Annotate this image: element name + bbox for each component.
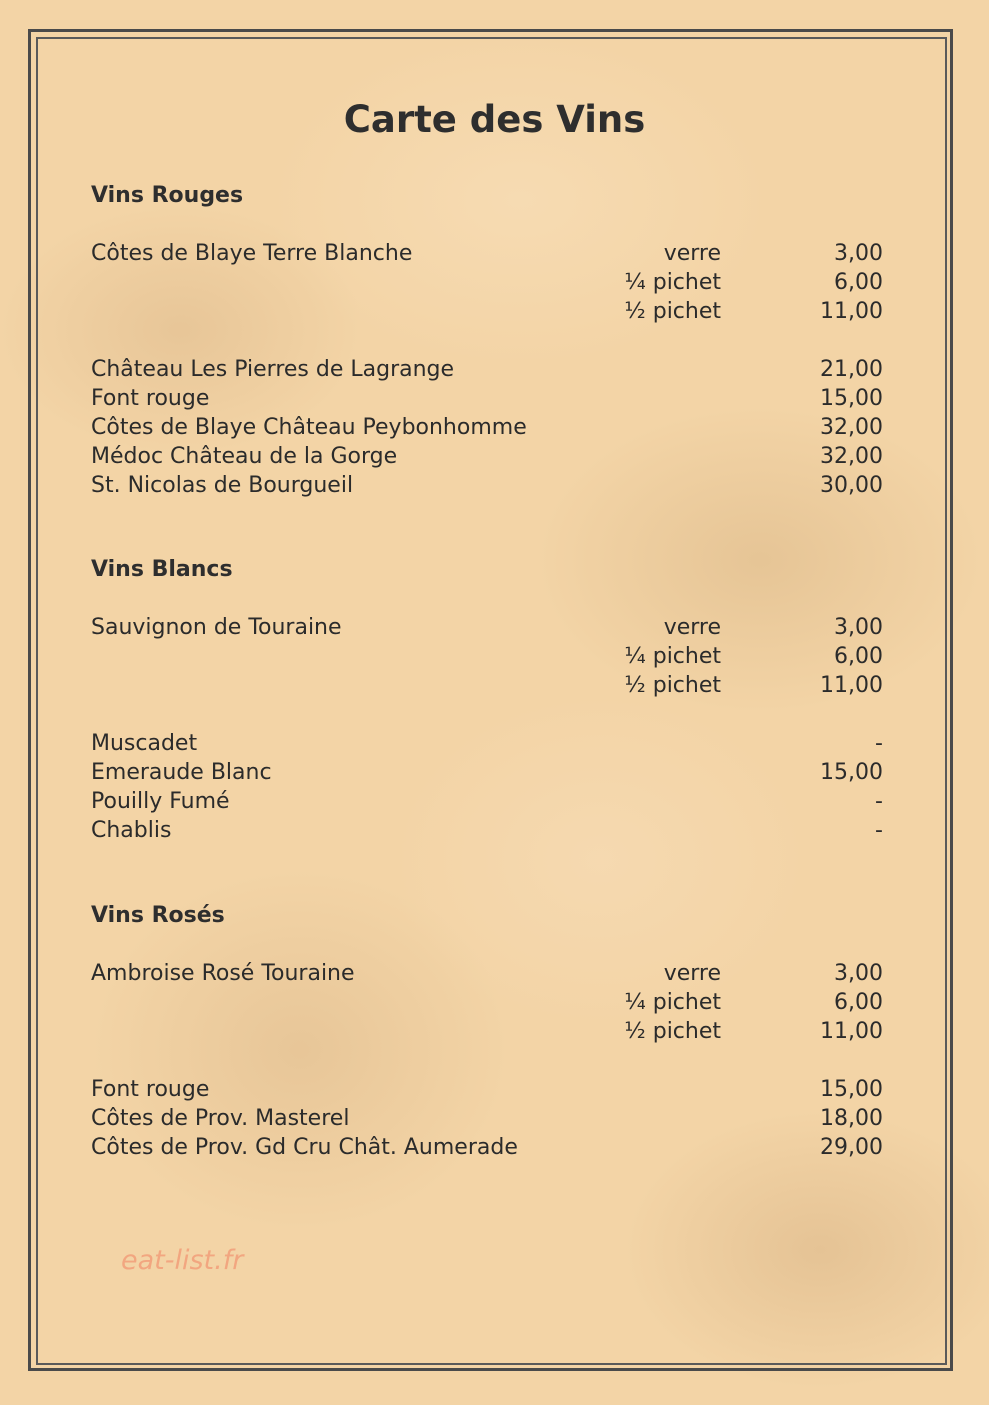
wine-row: [91, 413, 891, 442]
wine-name: Emeraude Blanc: [91, 760, 272, 785]
wine-name: Château Les Pierres de Lagrange: [91, 357, 455, 382]
wine-name: St. Nicolas de Bourgueil: [91, 473, 354, 498]
wine-row: [91, 758, 891, 787]
wine-measure: ¼ pichet: [624, 644, 721, 669]
section-title: Vins Rosés: [91, 903, 225, 928]
wine-row: [91, 1133, 891, 1162]
wine-row: [91, 355, 891, 384]
wine-price: 11,00: [820, 299, 883, 324]
wine-row: [91, 816, 891, 845]
wine-price: -: [875, 731, 883, 756]
wine-price: 15,00: [820, 386, 883, 411]
wine-price: 6,00: [834, 644, 883, 669]
wine-name: Sauvignon de Touraine: [91, 615, 342, 640]
wine-price: 30,00: [820, 473, 883, 498]
wine-row: [91, 442, 891, 471]
wine-price: 6,00: [834, 990, 883, 1015]
wine-row: [91, 239, 891, 268]
wine-name: Médoc Château de la Gorge: [91, 444, 398, 469]
wine-price: 32,00: [820, 415, 883, 440]
wine-price: 6,00: [834, 270, 883, 295]
wine-row: [91, 988, 891, 1017]
wine-price: 11,00: [820, 673, 883, 698]
wine-row: [91, 642, 891, 671]
wine-price: -: [875, 789, 883, 814]
section-title: Vins Blancs: [91, 557, 233, 582]
wine-measure: ¼ pichet: [624, 270, 721, 295]
page-title: Carte des Vins: [343, 98, 646, 141]
wine-price: 15,00: [820, 760, 883, 785]
wine-name: Côtes de Blaye Château Peybonhomme: [91, 415, 527, 440]
wine-price: 3,00: [834, 615, 883, 640]
wine-price: 11,00: [820, 1019, 883, 1044]
wine-row: [91, 613, 891, 642]
wine-row: [91, 671, 891, 700]
wine-price: 32,00: [820, 444, 883, 469]
wine-price: 18,00: [820, 1106, 883, 1131]
section-vins-blancs: [91, 555, 891, 845]
wine-name: Côtes de Blaye Terre Blanche: [91, 241, 413, 266]
wine-name: Font rouge: [91, 1077, 210, 1102]
wine-measure: ½ pichet: [624, 299, 721, 324]
wine-measure: ½ pichet: [624, 673, 721, 698]
wine-price: 3,00: [834, 961, 883, 986]
wine-row: [91, 959, 891, 988]
wine-price: 29,00: [820, 1135, 883, 1160]
wine-row: [91, 471, 891, 500]
wine-measure: verre: [663, 241, 721, 266]
watermark-text: eat-list.fr: [121, 1245, 244, 1276]
wine-name: Font rouge: [91, 386, 210, 411]
wine-name: Chablis: [91, 818, 172, 843]
wine-price: 3,00: [834, 241, 883, 266]
wine-row: [91, 729, 891, 758]
wine-row: [91, 1075, 891, 1104]
wine-measure: ½ pichet: [624, 1019, 721, 1044]
wine-price: -: [875, 818, 883, 843]
wine-name: Muscadet: [91, 731, 198, 756]
wine-row: [91, 1017, 891, 1046]
section-vins-roses: [91, 901, 891, 1162]
wine-name: Côtes de Prov. Gd Cru Chât. Aumerade: [91, 1135, 518, 1160]
wine-measure: verre: [663, 615, 721, 640]
wine-price: 15,00: [820, 1077, 883, 1102]
wine-row: [91, 268, 891, 297]
wine-row: [91, 1104, 891, 1133]
wine-name: Ambroise Rosé Touraine: [91, 961, 355, 986]
wine-name: Côtes de Prov. Masterel: [91, 1106, 350, 1131]
section-vins-rouges: [91, 181, 891, 500]
wine-row: [91, 384, 891, 413]
wine-row: [91, 787, 891, 816]
wine-name: Pouilly Fumé: [91, 789, 230, 814]
wine-row: [91, 297, 891, 326]
wine-measure: ¼ pichet: [624, 990, 721, 1015]
section-title: Vins Rouges: [91, 183, 244, 208]
wine-measure: verre: [663, 961, 721, 986]
wine-price: 21,00: [820, 357, 883, 382]
